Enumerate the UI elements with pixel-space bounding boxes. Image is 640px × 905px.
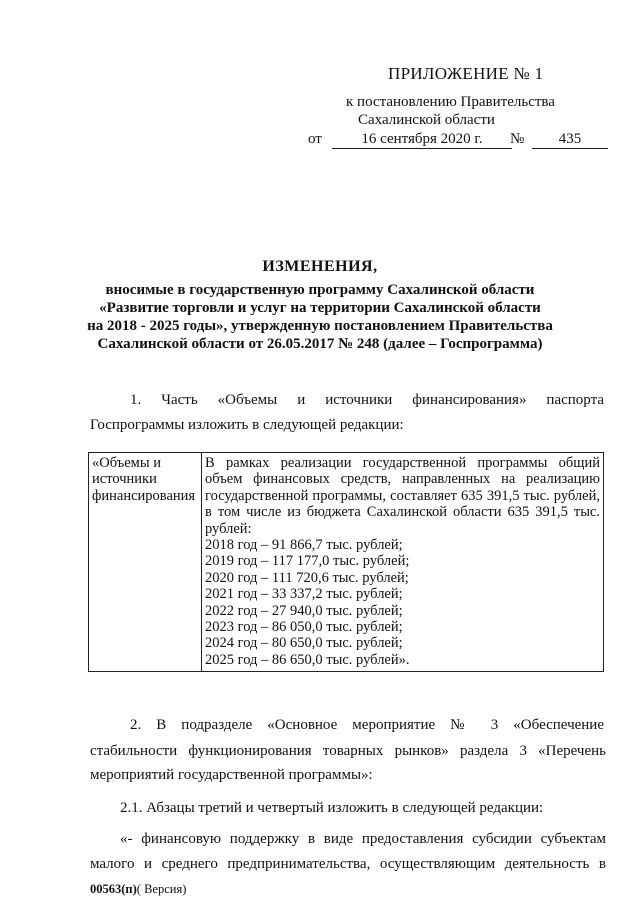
financing-intro: В рамках реализации государственной программы общий объем финансовых средств, направленных на реализацию государственной программы, составляет 635 391,5 тыс. рублей, в том числе из бюджета Сахалинской области 635 391,5 тыс. рублей: [205,455,600,537]
year-amount: 2025 год – 86 650,0 тыс. рублей». [205,651,410,668]
subsection-2-1: 2.1. Абзацы третий и четвертый изложить в следующей редакции: [120,800,544,816]
quoted-paragraph-line: «- финансовую поддержку в виде предоставления субсидии субъектам [120,831,606,847]
year-amount: 2024 год – 80 650,0 тыс. рублей; [205,635,403,652]
year-amount: 2018 год – 91 866,7 тыс. рублей; [205,537,403,554]
document-footer [90,882,186,897]
year-amount: 2019 год – 117 177,0 тыс. рублей; [205,553,410,570]
heading-line: Сахалинской области от 26.05.2017 № 248 (далее – Госпрограмма) [97,336,543,352]
section1-paragraph-line: Госпрограммы изложить в следующей редакции: [90,417,404,433]
financing-table [88,452,604,672]
section2-paragraph-line: мероприятий государственной программы»: [90,767,373,783]
decree-date: 16 сентября 2020 г. [332,131,512,149]
heading-line: вносимые в государственную программу Сахалинской области [105,282,535,298]
quoted-paragraph-line: малого и среднего предпринимательства, осуществляющим деятельность в [90,856,606,872]
from-label: от [308,131,322,147]
year-amount: 2021 год – 33 337,2 тыс. рублей; [205,586,403,603]
year-amount: 2023 год – 86 050,0 тыс. рублей; [205,619,403,636]
number-label: № [510,131,525,147]
section2-paragraph-line: стабильности функционирования товарных рынков» раздела 3 «Перечень [90,743,606,759]
year-amount: 2020 год – 111 720,6 тыс. рублей; [205,569,409,586]
decree-reference-line: к постановлению Правительства [346,94,555,110]
document-version: ( Версия) [136,882,187,896]
financing-label-cell: «Объемы и источники финансирования [89,453,202,672]
heading-line: «Развитие торговли и услуг на территории Сахалинской области [99,300,541,316]
financing-value-cell [202,453,604,672]
heading-line: на 2018 - 2025 годы», утвержденную постановлением Правительства [87,318,553,334]
decree-number: 435 [532,131,608,149]
document-code: 00563(п) [90,882,137,896]
decree-region-line: Сахалинской области [358,112,495,128]
document-title: ИЗМЕНЕНИЯ, [262,258,378,275]
decree-date-row [308,131,608,153]
appendix-title: ПРИЛОЖЕНИЕ № 1 [388,64,544,83]
year-amount: 2022 год – 27 940,0 тыс. рублей; [205,602,403,619]
section1-paragraph-line: 1. Часть «Объемы и источники финансирования» паспорта [130,392,604,408]
table-row [89,453,604,672]
section2-paragraph-line: 2. В подразделе «Основное мероприятие № 3 «Обеспечение [130,717,604,733]
